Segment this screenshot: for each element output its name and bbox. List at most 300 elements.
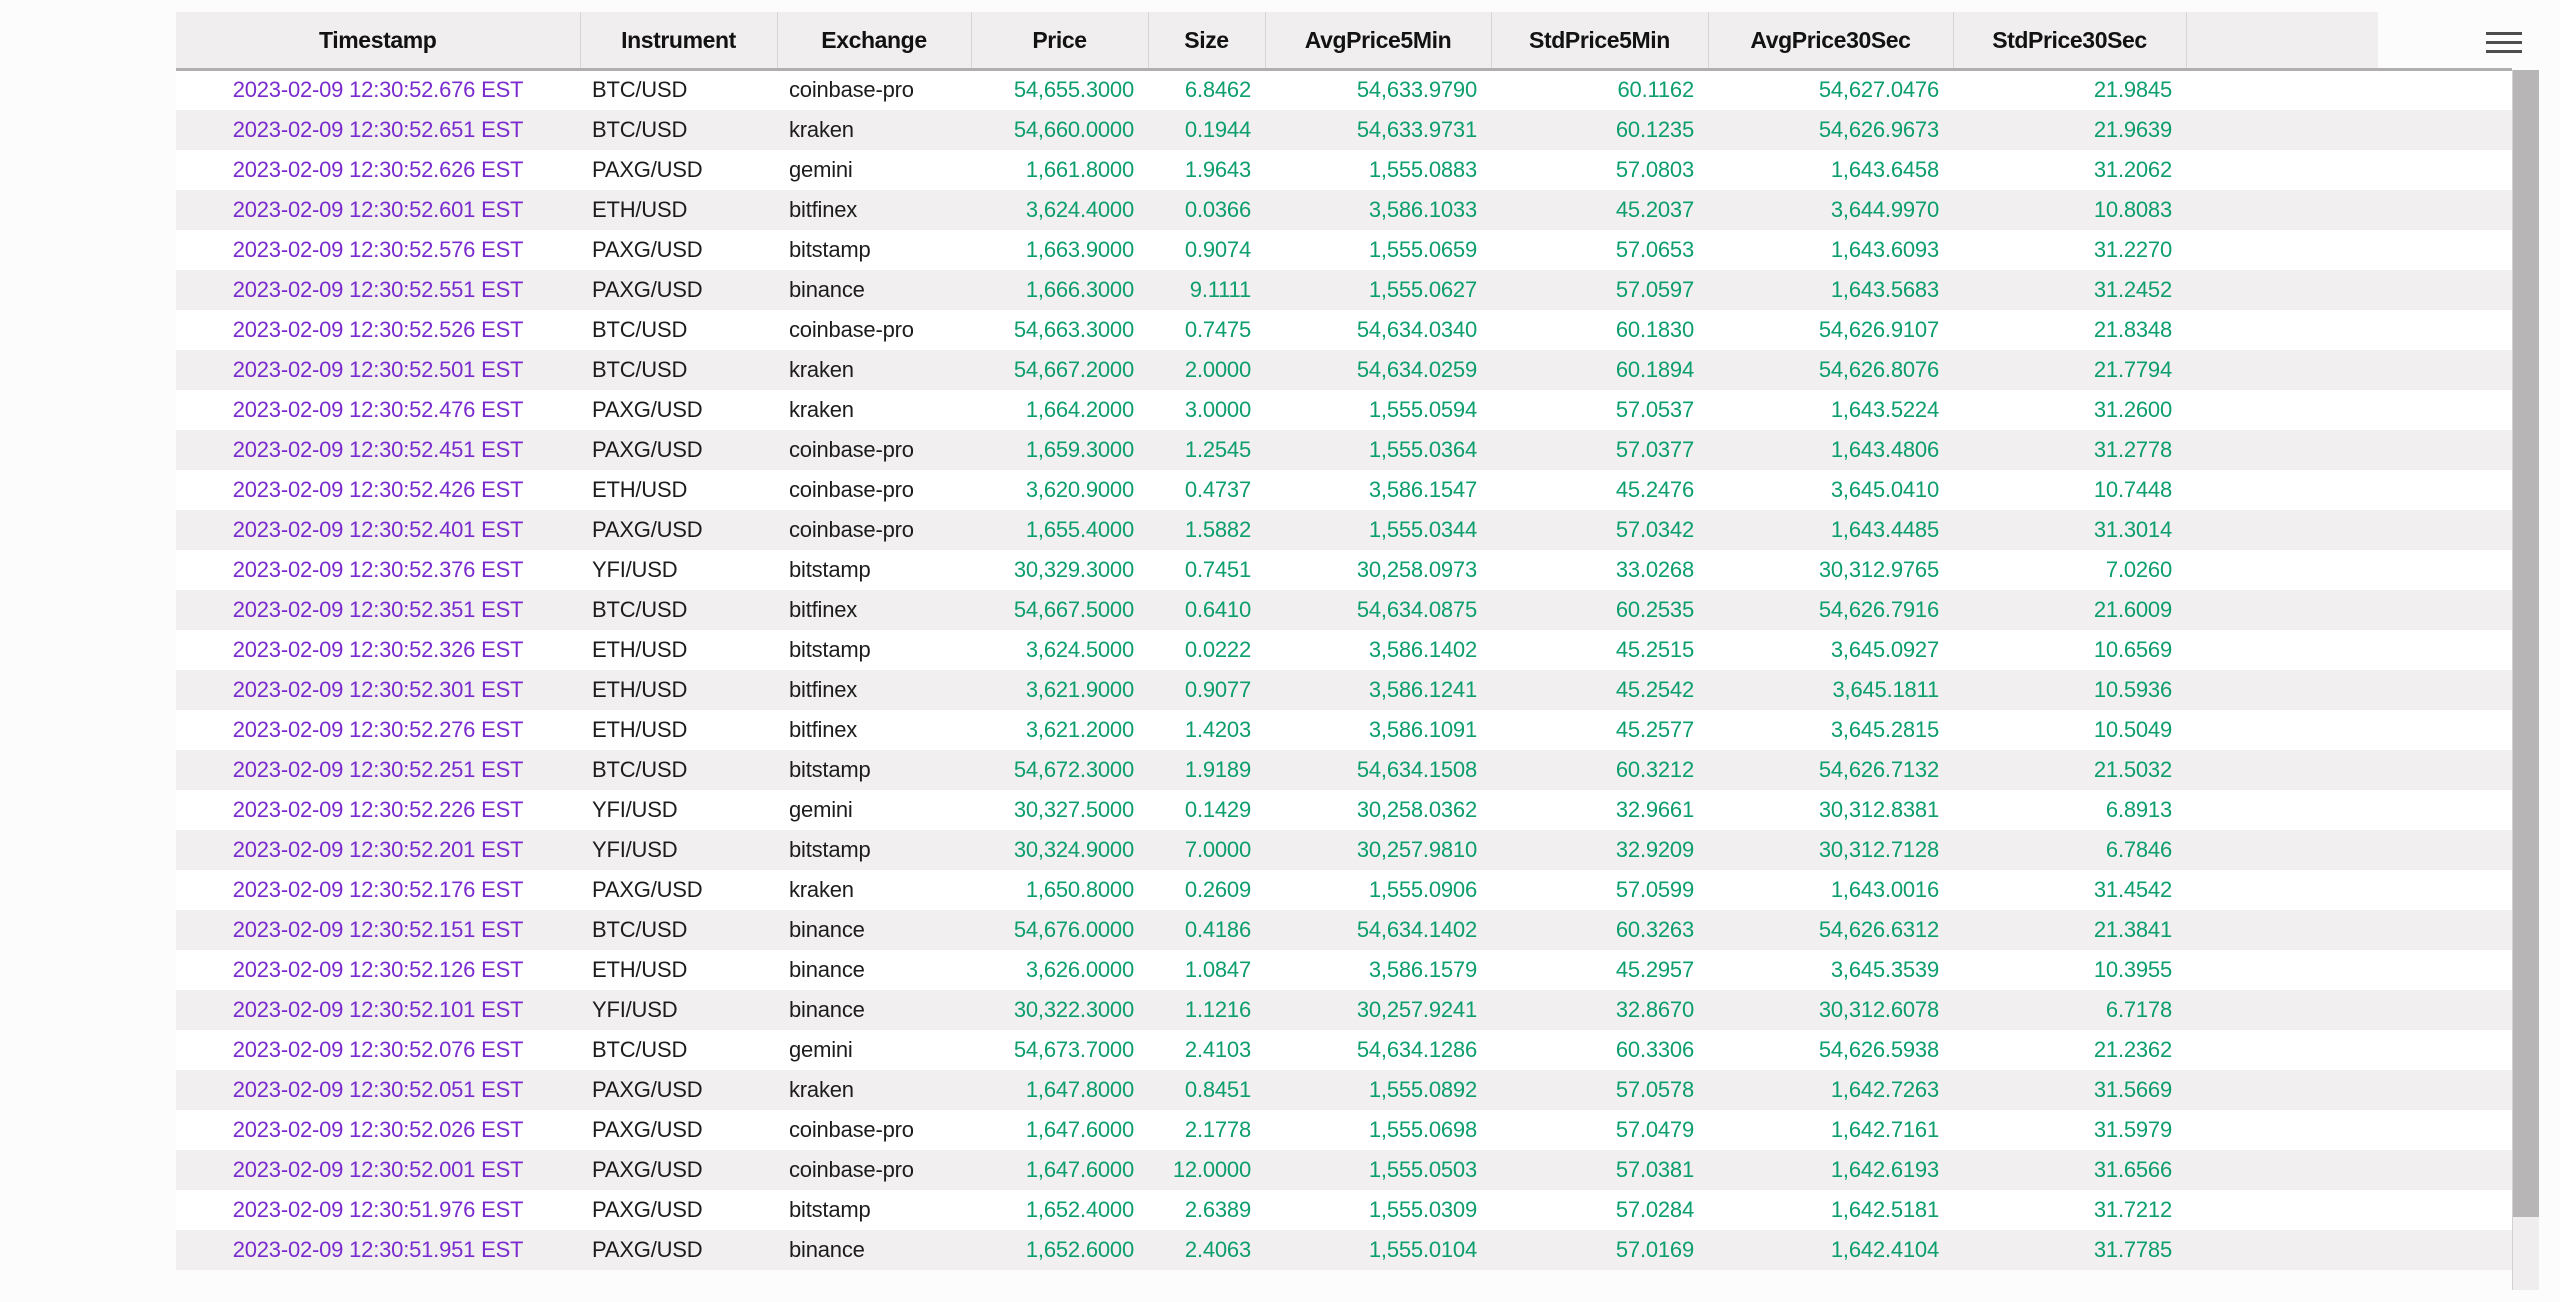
table-row <box>176 790 2512 830</box>
table-row <box>176 670 2512 710</box>
cell-price: 1,652.4000 <box>1025 1196 1134 1222</box>
cell-size: 12.0000 <box>1172 1156 1251 1182</box>
column-header-instrument[interactable]: Instrument <box>580 12 777 70</box>
table-row <box>176 390 2512 430</box>
cell-exchange: bitstamp <box>789 1196 871 1222</box>
cell-filler-right <box>2378 950 2512 990</box>
cell-filler <box>2186 390 2378 430</box>
cell-timestamp: 2023-02-09 12:30:52.326 EST <box>232 636 524 662</box>
cell-std-price-30sec: 10.8083 <box>2093 196 2172 222</box>
cell-instrument: BTC/USD <box>592 356 688 382</box>
cell-timestamp: 2023-02-09 12:30:52.126 EST <box>232 956 524 982</box>
column-header-exchange[interactable]: Exchange <box>777 12 971 70</box>
table-row <box>176 1190 2512 1230</box>
cell-std-price-30sec: 21.7794 <box>2093 356 2172 382</box>
cell-filler <box>2186 630 2378 670</box>
cell-std-price-30sec: 31.2270 <box>2093 236 2172 262</box>
cell-instrument: PAXG/USD <box>592 236 703 262</box>
cell-filler-right <box>2378 190 2512 230</box>
cell-timestamp: 2023-02-09 12:30:51.976 EST <box>232 1196 524 1222</box>
table-row <box>176 1070 2512 1110</box>
cell-filler <box>2186 550 2378 590</box>
cell-std-price-5min: 60.1162 <box>1617 77 1694 103</box>
cell-filler <box>2186 1110 2378 1150</box>
cell-price: 30,327.5000 <box>1013 796 1134 822</box>
cell-filler-right <box>2378 1030 2512 1070</box>
cell-exchange: bitfinex <box>789 676 858 702</box>
cell-instrument: PAXG/USD <box>592 1196 703 1222</box>
cell-timestamp: 2023-02-09 12:30:52.576 EST <box>232 236 524 262</box>
column-header-size[interactable]: Size <box>1148 12 1265 70</box>
cell-avg-price-5min: 1,555.0104 <box>1368 1236 1477 1262</box>
cell-size: 0.4737 <box>1184 476 1251 502</box>
cell-filler <box>2186 790 2378 830</box>
cell-avg-price-5min: 1,555.0906 <box>1368 876 1477 902</box>
cell-filler <box>2186 510 2378 550</box>
cell-instrument: BTC/USD <box>592 756 688 782</box>
cell-std-price-30sec: 31.2778 <box>2093 436 2172 462</box>
cell-timestamp: 2023-02-09 12:30:52.276 EST <box>232 716 524 742</box>
cell-timestamp: 2023-02-09 12:30:51.951 EST <box>232 1236 524 1262</box>
table-row <box>176 470 2512 510</box>
cell-timestamp: 2023-02-09 12:30:52.426 EST <box>232 476 524 502</box>
cell-filler-right <box>2378 830 2512 870</box>
table-row <box>176 110 2512 150</box>
cell-instrument: PAXG/USD <box>592 396 703 422</box>
column-header-std-price-30sec[interactable]: StdPrice30Sec <box>1953 12 2186 70</box>
cell-filler-right <box>2378 1110 2512 1150</box>
cell-std-price-30sec: 31.4542 <box>2093 876 2172 902</box>
cell-price: 54,663.3000 <box>1013 316 1134 342</box>
cell-price: 1,664.2000 <box>1025 396 1134 422</box>
cell-filler-right <box>2378 710 2512 750</box>
cell-filler-right <box>2378 270 2512 310</box>
cell-std-price-5min: 45.2037 <box>1615 196 1694 222</box>
cell-std-price-5min: 60.3306 <box>1615 1036 1694 1062</box>
cell-exchange: bitstamp <box>789 556 871 582</box>
cell-std-price-5min: 60.1235 <box>1615 116 1694 142</box>
cell-filler <box>2186 430 2378 470</box>
cell-avg-price-5min: 1,555.0627 <box>1368 276 1477 302</box>
cell-std-price-5min: 57.0381 <box>1615 1156 1694 1182</box>
cell-instrument: BTC/USD <box>592 316 688 342</box>
cell-avg-price-5min: 1,555.0698 <box>1368 1116 1477 1142</box>
cell-avg-price-30sec: 3,645.0927 <box>1830 636 1939 662</box>
cell-std-price-30sec: 31.5669 <box>2093 1076 2172 1102</box>
cell-filler <box>2186 350 2378 390</box>
table-row <box>176 1150 2512 1190</box>
cell-price: 1,666.3000 <box>1025 276 1134 302</box>
cell-std-price-5min: 57.0537 <box>1615 396 1694 422</box>
cell-std-price-30sec: 31.2600 <box>2093 396 2172 422</box>
column-header-timestamp[interactable]: Timestamp <box>176 12 580 70</box>
cell-exchange: gemini <box>789 156 853 182</box>
cell-avg-price-30sec: 3,645.1811 <box>1832 676 1939 702</box>
cell-exchange: kraken <box>789 396 854 422</box>
cell-std-price-5min: 60.1830 <box>1615 316 1694 342</box>
cell-exchange: bitfinex <box>789 716 858 742</box>
cell-instrument: PAXG/USD <box>592 1076 703 1102</box>
cell-timestamp: 2023-02-09 12:30:52.076 EST <box>232 1036 524 1062</box>
cell-instrument: ETH/USD <box>592 196 688 222</box>
cell-filler-right <box>2378 390 2512 430</box>
cell-avg-price-5min: 3,586.1241 <box>1368 676 1477 702</box>
cell-avg-price-5min: 30,258.0973 <box>1356 556 1477 582</box>
cell-filler-right <box>2378 150 2512 190</box>
header-filler <box>2186 12 2378 70</box>
cell-size: 1.2545 <box>1184 436 1251 462</box>
cell-filler-right <box>2378 990 2512 1030</box>
cell-filler-right <box>2378 1230 2512 1270</box>
cell-timestamp: 2023-02-09 12:30:52.626 EST <box>232 156 524 182</box>
cell-exchange: gemini <box>789 1036 853 1062</box>
cell-filler-right <box>2378 590 2512 630</box>
cell-instrument: PAXG/USD <box>592 1116 703 1142</box>
cell-size: 0.8451 <box>1184 1076 1251 1102</box>
cell-exchange: bitfinex <box>789 196 858 222</box>
table-row <box>176 190 2512 230</box>
cell-exchange: coinbase-pro <box>789 1156 914 1182</box>
cell-instrument: ETH/USD <box>592 716 688 742</box>
cell-std-price-30sec: 21.2362 <box>2093 1036 2172 1062</box>
cell-exchange: coinbase-pro <box>789 436 914 462</box>
cell-size: 0.1944 <box>1184 116 1251 142</box>
table-row <box>176 550 2512 590</box>
table-row <box>176 150 2512 190</box>
table-row <box>176 750 2512 790</box>
cell-instrument: BTC/USD <box>592 116 688 142</box>
cell-price: 30,322.3000 <box>1013 996 1134 1022</box>
cell-std-price-5min: 45.2542 <box>1615 676 1694 702</box>
cell-size: 0.7451 <box>1184 556 1251 582</box>
cell-filler-right <box>2378 110 2512 150</box>
scrollbar-thumb[interactable] <box>2513 70 2539 1217</box>
cell-filler-right <box>2378 910 2512 950</box>
cell-filler-right <box>2378 790 2512 830</box>
cell-instrument: BTC/USD <box>592 1036 688 1062</box>
cell-exchange: binance <box>789 276 865 302</box>
cell-avg-price-30sec: 1,643.5224 <box>1830 396 1939 422</box>
cell-filler <box>2186 270 2378 310</box>
cell-filler <box>2186 1070 2378 1110</box>
table-row <box>176 910 2512 950</box>
cell-size: 0.9077 <box>1184 676 1251 702</box>
cell-price: 1,661.8000 <box>1025 156 1134 182</box>
cell-filler-right <box>2378 350 2512 390</box>
table-header <box>176 12 2512 70</box>
cell-avg-price-5min: 54,634.1286 <box>1356 1036 1477 1062</box>
cell-avg-price-30sec: 1,643.5683 <box>1830 276 1939 302</box>
cell-exchange: coinbase-pro <box>789 1116 914 1142</box>
cell-avg-price-5min: 30,257.9810 <box>1356 836 1477 862</box>
cell-filler <box>2186 990 2378 1030</box>
cell-avg-price-5min: 54,634.0875 <box>1356 596 1477 622</box>
cell-price: 54,655.3000 <box>1013 77 1134 103</box>
cell-instrument: PAXG/USD <box>592 516 703 542</box>
cell-filler <box>2186 830 2378 870</box>
cell-timestamp: 2023-02-09 12:30:52.051 EST <box>232 1076 524 1102</box>
cell-std-price-30sec: 31.3014 <box>2093 516 2172 542</box>
cell-size: 1.1216 <box>1184 996 1251 1022</box>
cell-std-price-5min: 57.0169 <box>1615 1236 1694 1262</box>
cell-filler-right <box>2378 750 2512 790</box>
cell-size: 2.0000 <box>1184 356 1251 382</box>
cell-std-price-5min: 57.0803 <box>1615 156 1694 182</box>
cell-std-price-5min: 45.2577 <box>1615 716 1694 742</box>
cell-timestamp: 2023-02-09 12:30:52.176 EST <box>232 876 524 902</box>
cell-avg-price-5min: 30,258.0362 <box>1356 796 1477 822</box>
cell-exchange: bitstamp <box>789 636 871 662</box>
cell-avg-price-5min: 3,586.1579 <box>1368 956 1477 982</box>
cell-avg-price-30sec: 54,626.9107 <box>1818 316 1939 342</box>
cell-avg-price-5min: 54,633.9731 <box>1356 116 1477 142</box>
cell-exchange: binance <box>789 996 865 1022</box>
cell-size: 0.0366 <box>1184 196 1251 222</box>
table-row <box>176 590 2512 630</box>
cell-std-price-5min: 32.9661 <box>1615 796 1694 822</box>
cell-price: 54,672.3000 <box>1013 756 1134 782</box>
cell-filler <box>2186 1030 2378 1070</box>
cell-size: 0.7475 <box>1184 316 1251 342</box>
cell-filler <box>2186 310 2378 350</box>
cell-exchange: bitfinex <box>789 596 858 622</box>
cell-price: 1,655.4000 <box>1025 516 1134 542</box>
cell-std-price-30sec: 6.8913 <box>2105 796 2172 822</box>
cell-timestamp: 2023-02-09 12:30:52.376 EST <box>232 556 524 582</box>
table-row <box>176 990 2512 1030</box>
cell-std-price-30sec: 31.5979 <box>2093 1116 2172 1142</box>
cell-avg-price-5min: 54,634.1402 <box>1356 916 1477 942</box>
cell-avg-price-30sec: 1,643.4806 <box>1830 436 1939 462</box>
cell-std-price-5min: 57.0578 <box>1615 1076 1694 1102</box>
cell-avg-price-30sec: 3,645.0410 <box>1830 476 1939 502</box>
cell-avg-price-5min: 1,555.0344 <box>1368 516 1477 542</box>
column-header-avg-price-5min[interactable]: AvgPrice5Min <box>1265 12 1491 70</box>
cell-std-price-5min: 60.3263 <box>1615 916 1694 942</box>
cell-filler <box>2186 150 2378 190</box>
cell-price: 1,647.6000 <box>1025 1116 1134 1142</box>
cell-avg-price-5min: 54,634.1508 <box>1356 756 1477 782</box>
cell-std-price-30sec: 10.7448 <box>2093 476 2172 502</box>
menu-button[interactable] <box>2486 26 2524 56</box>
cell-std-price-5min: 60.3212 <box>1615 756 1694 782</box>
cell-timestamp: 2023-02-09 12:30:52.651 EST <box>232 116 524 142</box>
cell-instrument: PAXG/USD <box>592 276 703 302</box>
cell-filler-right <box>2378 310 2512 350</box>
cell-std-price-30sec: 21.5032 <box>2093 756 2172 782</box>
cell-avg-price-30sec: 1,642.7161 <box>1830 1116 1939 1142</box>
cell-timestamp: 2023-02-09 12:30:52.151 EST <box>232 916 524 942</box>
cell-filler-right <box>2378 630 2512 670</box>
cell-size: 1.0847 <box>1184 956 1251 982</box>
cell-timestamp: 2023-02-09 12:30:52.451 EST <box>232 436 524 462</box>
cell-size: 2.1778 <box>1184 1116 1251 1142</box>
cell-filler-right <box>2378 550 2512 590</box>
cell-timestamp: 2023-02-09 12:30:52.551 EST <box>232 276 524 302</box>
header-row <box>176 12 2512 70</box>
cell-std-price-5min: 57.0479 <box>1615 1116 1694 1142</box>
cell-std-price-5min: 57.0599 <box>1615 876 1694 902</box>
cell-filler <box>2186 470 2378 510</box>
cell-filler <box>2186 870 2378 910</box>
cell-exchange: coinbase-pro <box>789 476 914 502</box>
cell-price: 3,621.2000 <box>1025 716 1134 742</box>
cell-avg-price-5min: 3,586.1402 <box>1368 636 1477 662</box>
cell-size: 1.4203 <box>1184 716 1251 742</box>
cell-size: 0.9074 <box>1184 236 1251 262</box>
cell-price: 1,663.9000 <box>1025 236 1134 262</box>
cell-std-price-30sec: 10.5049 <box>2093 716 2172 742</box>
cell-filler <box>2186 70 2378 110</box>
cell-instrument: ETH/USD <box>592 956 688 982</box>
cell-exchange: bitstamp <box>789 836 871 862</box>
cell-instrument: PAXG/USD <box>592 1156 703 1182</box>
cell-timestamp: 2023-02-09 12:30:52.201 EST <box>232 836 524 862</box>
cell-avg-price-30sec: 54,626.7132 <box>1818 756 1939 782</box>
table-row <box>176 430 2512 470</box>
cell-exchange: kraken <box>789 116 854 142</box>
cell-std-price-30sec: 21.8348 <box>2093 316 2172 342</box>
cell-std-price-30sec: 6.7178 <box>2105 996 2172 1022</box>
cell-avg-price-5min: 3,586.1033 <box>1368 196 1477 222</box>
cell-exchange: binance <box>789 1236 865 1262</box>
cell-filler <box>2186 1190 2378 1230</box>
cell-filler <box>2186 190 2378 230</box>
market-data-table-viewer <box>176 12 2538 1290</box>
column-header-avg-price-30sec[interactable]: AvgPrice30Sec <box>1708 12 1953 70</box>
cell-instrument: BTC/USD <box>592 596 688 622</box>
cell-filler <box>2186 110 2378 150</box>
column-header-std-price-5min[interactable]: StdPrice5Min <box>1491 12 1708 70</box>
cell-avg-price-30sec: 54,626.7916 <box>1818 596 1939 622</box>
cell-avg-price-30sec: 1,642.6193 <box>1830 1156 1939 1182</box>
cell-avg-price-5min: 54,633.9790 <box>1356 77 1477 103</box>
cell-avg-price-30sec: 1,642.5181 <box>1830 1196 1939 1222</box>
table-row <box>176 510 2512 550</box>
cell-std-price-30sec: 21.3841 <box>2093 916 2172 942</box>
table-row <box>176 710 2512 750</box>
cell-std-price-5min: 45.2476 <box>1615 476 1694 502</box>
cell-avg-price-30sec: 30,312.7128 <box>1818 836 1939 862</box>
vertical-scrollbar[interactable] <box>2512 70 2539 1290</box>
cell-exchange: kraken <box>789 356 854 382</box>
cell-std-price-30sec: 6.7846 <box>2105 836 2172 862</box>
cell-avg-price-30sec: 3,644.9970 <box>1830 196 1939 222</box>
cell-timestamp: 2023-02-09 12:30:52.251 EST <box>232 756 524 782</box>
cell-size: 1.5882 <box>1184 516 1251 542</box>
cell-size: 1.9189 <box>1184 756 1251 782</box>
cell-avg-price-30sec: 1,643.0016 <box>1830 876 1939 902</box>
cell-size: 6.8462 <box>1184 77 1251 103</box>
cell-avg-price-30sec: 30,312.9765 <box>1818 556 1939 582</box>
cell-price: 3,624.4000 <box>1025 196 1134 222</box>
cell-exchange: gemini <box>789 796 853 822</box>
cell-size: 1.9643 <box>1184 156 1251 182</box>
cell-instrument: PAXG/USD <box>592 1236 703 1262</box>
cell-price: 1,652.6000 <box>1025 1236 1134 1262</box>
cell-avg-price-30sec: 54,626.9673 <box>1818 116 1939 142</box>
cell-avg-price-5min: 30,257.9241 <box>1356 996 1477 1022</box>
table-row <box>176 950 2512 990</box>
table-row <box>176 310 2512 350</box>
cell-instrument: ETH/USD <box>592 476 688 502</box>
cell-instrument: YFI/USD <box>592 796 678 822</box>
cell-filler-right <box>2378 870 2512 910</box>
cell-avg-price-5min: 3,586.1091 <box>1368 716 1477 742</box>
cell-instrument: ETH/USD <box>592 676 688 702</box>
cell-size: 2.4063 <box>1184 1236 1251 1262</box>
table-body <box>176 70 2512 1270</box>
cell-price: 54,660.0000 <box>1013 116 1134 142</box>
table-row <box>176 70 2512 110</box>
cell-avg-price-5min: 1,555.0503 <box>1368 1156 1477 1182</box>
cell-std-price-5min: 45.2957 <box>1615 956 1694 982</box>
cell-instrument: BTC/USD <box>592 916 688 942</box>
cell-std-price-5min: 32.8670 <box>1615 996 1694 1022</box>
cell-std-price-5min: 45.2515 <box>1615 636 1694 662</box>
cell-filler-right <box>2378 430 2512 470</box>
cell-avg-price-30sec: 3,645.2815 <box>1830 716 1939 742</box>
cell-avg-price-30sec: 1,643.6458 <box>1830 156 1939 182</box>
cell-timestamp: 2023-02-09 12:30:52.401 EST <box>232 516 524 542</box>
cell-avg-price-30sec: 1,642.7263 <box>1830 1076 1939 1102</box>
cell-instrument: YFI/USD <box>592 996 678 1022</box>
cell-price: 3,624.5000 <box>1025 636 1134 662</box>
cell-filler-right <box>2378 1070 2512 1110</box>
cell-instrument: PAXG/USD <box>592 156 703 182</box>
cell-avg-price-30sec: 54,626.5938 <box>1818 1036 1939 1062</box>
data-grid <box>176 12 2512 1270</box>
cell-price: 1,650.8000 <box>1025 876 1134 902</box>
cell-price: 54,673.7000 <box>1013 1036 1134 1062</box>
cell-filler <box>2186 710 2378 750</box>
cell-avg-price-30sec: 30,312.8381 <box>1818 796 1939 822</box>
column-header-price[interactable]: Price <box>971 12 1148 70</box>
cell-size: 9.1111 <box>1189 276 1251 302</box>
cell-exchange: bitstamp <box>789 236 871 262</box>
cell-filler <box>2186 1230 2378 1270</box>
cell-std-price-30sec: 10.3955 <box>2093 956 2172 982</box>
cell-filler-right <box>2378 470 2512 510</box>
cell-avg-price-5min: 1,555.0892 <box>1368 1076 1477 1102</box>
cell-instrument: PAXG/USD <box>592 876 703 902</box>
cell-size: 7.0000 <box>1184 836 1251 862</box>
cell-filler <box>2186 910 2378 950</box>
cell-std-price-30sec: 31.2062 <box>2093 156 2172 182</box>
table-row <box>176 830 2512 870</box>
cell-size: 0.1429 <box>1184 796 1251 822</box>
cell-filler-right <box>2378 230 2512 270</box>
cell-exchange: kraken <box>789 876 854 902</box>
cell-avg-price-30sec: 54,626.6312 <box>1818 916 1939 942</box>
cell-price: 1,647.8000 <box>1025 1076 1134 1102</box>
cell-size: 2.6389 <box>1184 1196 1251 1222</box>
hamburger-icon <box>2486 32 2522 53</box>
cell-std-price-30sec: 10.5936 <box>2093 676 2172 702</box>
cell-filler-right <box>2378 510 2512 550</box>
cell-timestamp: 2023-02-09 12:30:52.476 EST <box>232 396 524 422</box>
cell-filler-right <box>2378 1190 2512 1230</box>
table-row <box>176 1230 2512 1270</box>
cell-std-price-5min: 57.0377 <box>1615 436 1694 462</box>
cell-instrument: PAXG/USD <box>592 436 703 462</box>
cell-std-price-30sec: 21.6009 <box>2093 596 2172 622</box>
cell-filler-right <box>2378 670 2512 710</box>
cell-price: 54,676.0000 <box>1013 916 1134 942</box>
cell-exchange: kraken <box>789 1076 854 1102</box>
cell-size: 0.4186 <box>1184 916 1251 942</box>
cell-std-price-30sec: 31.6566 <box>2093 1156 2172 1182</box>
